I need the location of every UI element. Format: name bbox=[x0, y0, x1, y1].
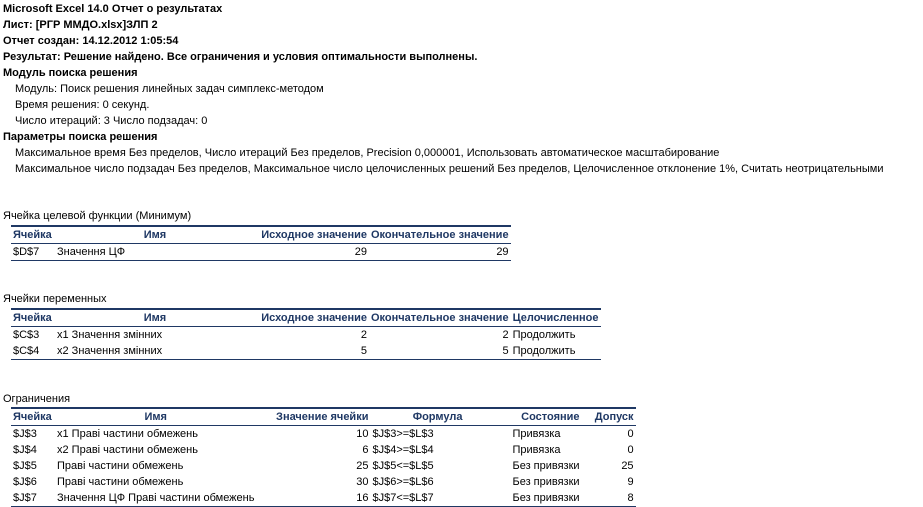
solver-iterations: Число итераций: 3 Число подзадач: 0 bbox=[15, 115, 208, 127]
table-row bbox=[11, 244, 511, 261]
col-value: Значение ячейки bbox=[256, 408, 370, 426]
col-name: Имя bbox=[55, 309, 255, 327]
col-name: Имя bbox=[55, 226, 255, 244]
cell-slack: 25 bbox=[621, 460, 634, 472]
cell-name: Праві частини обмежень bbox=[57, 476, 184, 488]
table-row bbox=[11, 343, 601, 360]
cell-slack: 0 bbox=[627, 428, 634, 440]
cell-name: x1 Значення змінних bbox=[57, 329, 163, 341]
cell-ref: $C$3 bbox=[13, 329, 40, 341]
table-row bbox=[11, 474, 636, 490]
col-slack: Допуск bbox=[582, 408, 636, 426]
cell-initial: 29 bbox=[255, 244, 369, 261]
cell-name: x2 Значення змінних bbox=[55, 343, 255, 360]
solver-module: Модуль: Поиск решения линейных задач симплекс-методом bbox=[15, 83, 324, 95]
cell-value: 10 bbox=[356, 428, 369, 440]
constraints-table bbox=[11, 407, 636, 507]
cell-initial: 2 bbox=[360, 329, 367, 341]
table-row bbox=[11, 426, 636, 443]
table-row bbox=[11, 458, 636, 474]
col-formula: Формула bbox=[370, 408, 464, 426]
report-title: Microsoft Excel 14.0 Отчет о результатах bbox=[3, 3, 223, 15]
constraints-heading: Ограничения bbox=[3, 393, 71, 405]
cell-name: Значення ЦФ bbox=[55, 244, 255, 261]
variables-heading: Ячейки переменных bbox=[3, 293, 107, 305]
cell-ref: $D$7 bbox=[11, 244, 55, 261]
col-initial: Исходное значение bbox=[255, 309, 369, 327]
variables-table bbox=[11, 308, 601, 360]
cell-slack: 8 bbox=[582, 490, 636, 507]
cell-ref: $J$7 bbox=[11, 490, 55, 507]
col-cell: Ячейка bbox=[11, 309, 55, 327]
cell-formula: $J$5<=$L$5 bbox=[372, 460, 434, 472]
cell-value: 6 bbox=[362, 444, 369, 456]
cell-slack: 0 bbox=[627, 444, 634, 456]
params-line-2: Максимальное число подзадач Без пределов, Максимальное число целочисленных решений Без пределов, Целочисленное отклонение 1%, Считать неотрицательными bbox=[15, 163, 884, 175]
col-final: Окончательное значение bbox=[369, 309, 511, 327]
cell-name: Праві частини обмежень bbox=[57, 460, 184, 472]
table-row bbox=[11, 327, 601, 344]
cell-integer: Продолжить bbox=[511, 343, 601, 360]
cell-status: Без привязки bbox=[512, 460, 580, 472]
cell-status: Без привязки bbox=[464, 490, 581, 507]
objective-table bbox=[11, 225, 511, 261]
cell-formula: $J$3>=$L$3 bbox=[372, 428, 434, 440]
report-created: Отчет создан: 14.12.2012 1:05:54 bbox=[3, 35, 179, 47]
params-heading: Параметры поиска решения bbox=[3, 131, 158, 143]
cell-value: 30 bbox=[356, 476, 369, 488]
cell-formula: $J$6>=$L$6 bbox=[372, 476, 434, 488]
cell-slack: 9 bbox=[627, 476, 634, 488]
col-initial: Исходное значение bbox=[255, 226, 369, 244]
col-name: Имя bbox=[55, 408, 256, 426]
cell-status: Привязка bbox=[512, 444, 561, 456]
col-cell: Ячейка bbox=[11, 226, 55, 244]
cell-ref: $J$6 bbox=[13, 476, 37, 488]
col-cell: Ячейка bbox=[11, 408, 55, 426]
cell-formula: $J$7<=$L$7 bbox=[370, 490, 464, 507]
sheet-name: Лист: [РГР ММДО.xlsx]ЗЛП 2 bbox=[3, 19, 158, 31]
cell-name: x2 Праві частини обмежень bbox=[57, 444, 198, 456]
objective-heading: Ячейка целевой функции (Минимум) bbox=[3, 210, 192, 222]
cell-name: x1 Праві частини обмежень bbox=[57, 428, 198, 440]
col-integer: Целочисленное bbox=[511, 309, 601, 327]
result-text: Результат: Решение найдено. Все ограничения и условия оптимальности выполнены. bbox=[3, 51, 478, 63]
cell-name: Значення ЦФ Праві частини обмежень bbox=[55, 490, 256, 507]
cell-ref: $C$4 bbox=[11, 343, 55, 360]
cell-formula: $J$4>=$L$4 bbox=[372, 444, 434, 456]
cell-final: 2 bbox=[502, 329, 509, 341]
cell-final: 29 bbox=[369, 244, 511, 261]
col-status: Состояние bbox=[464, 408, 581, 426]
params-line-1: Максимальное время Без пределов, Число итераций Без пределов, Precision 0,000001, Использовать автоматическое масштабирование bbox=[15, 147, 720, 159]
cell-ref: $J$4 bbox=[13, 444, 37, 456]
cell-integer: Продолжить bbox=[512, 329, 576, 341]
cell-ref: $J$5 bbox=[13, 460, 37, 472]
cell-final: 5 bbox=[369, 343, 511, 360]
cell-initial: 5 bbox=[255, 343, 369, 360]
cell-value: 25 bbox=[356, 460, 369, 472]
col-final: Окончательное значение bbox=[369, 226, 511, 244]
cell-value: 16 bbox=[256, 490, 370, 507]
cell-ref: $J$3 bbox=[13, 428, 37, 440]
cell-status: Привязка bbox=[512, 428, 561, 440]
solver-time: Время решения: 0 секунд. bbox=[15, 99, 150, 111]
solver-heading: Модуль поиска решения bbox=[3, 67, 138, 79]
table-row bbox=[11, 490, 636, 507]
cell-status: Без привязки bbox=[512, 476, 580, 488]
table-row bbox=[11, 442, 636, 458]
